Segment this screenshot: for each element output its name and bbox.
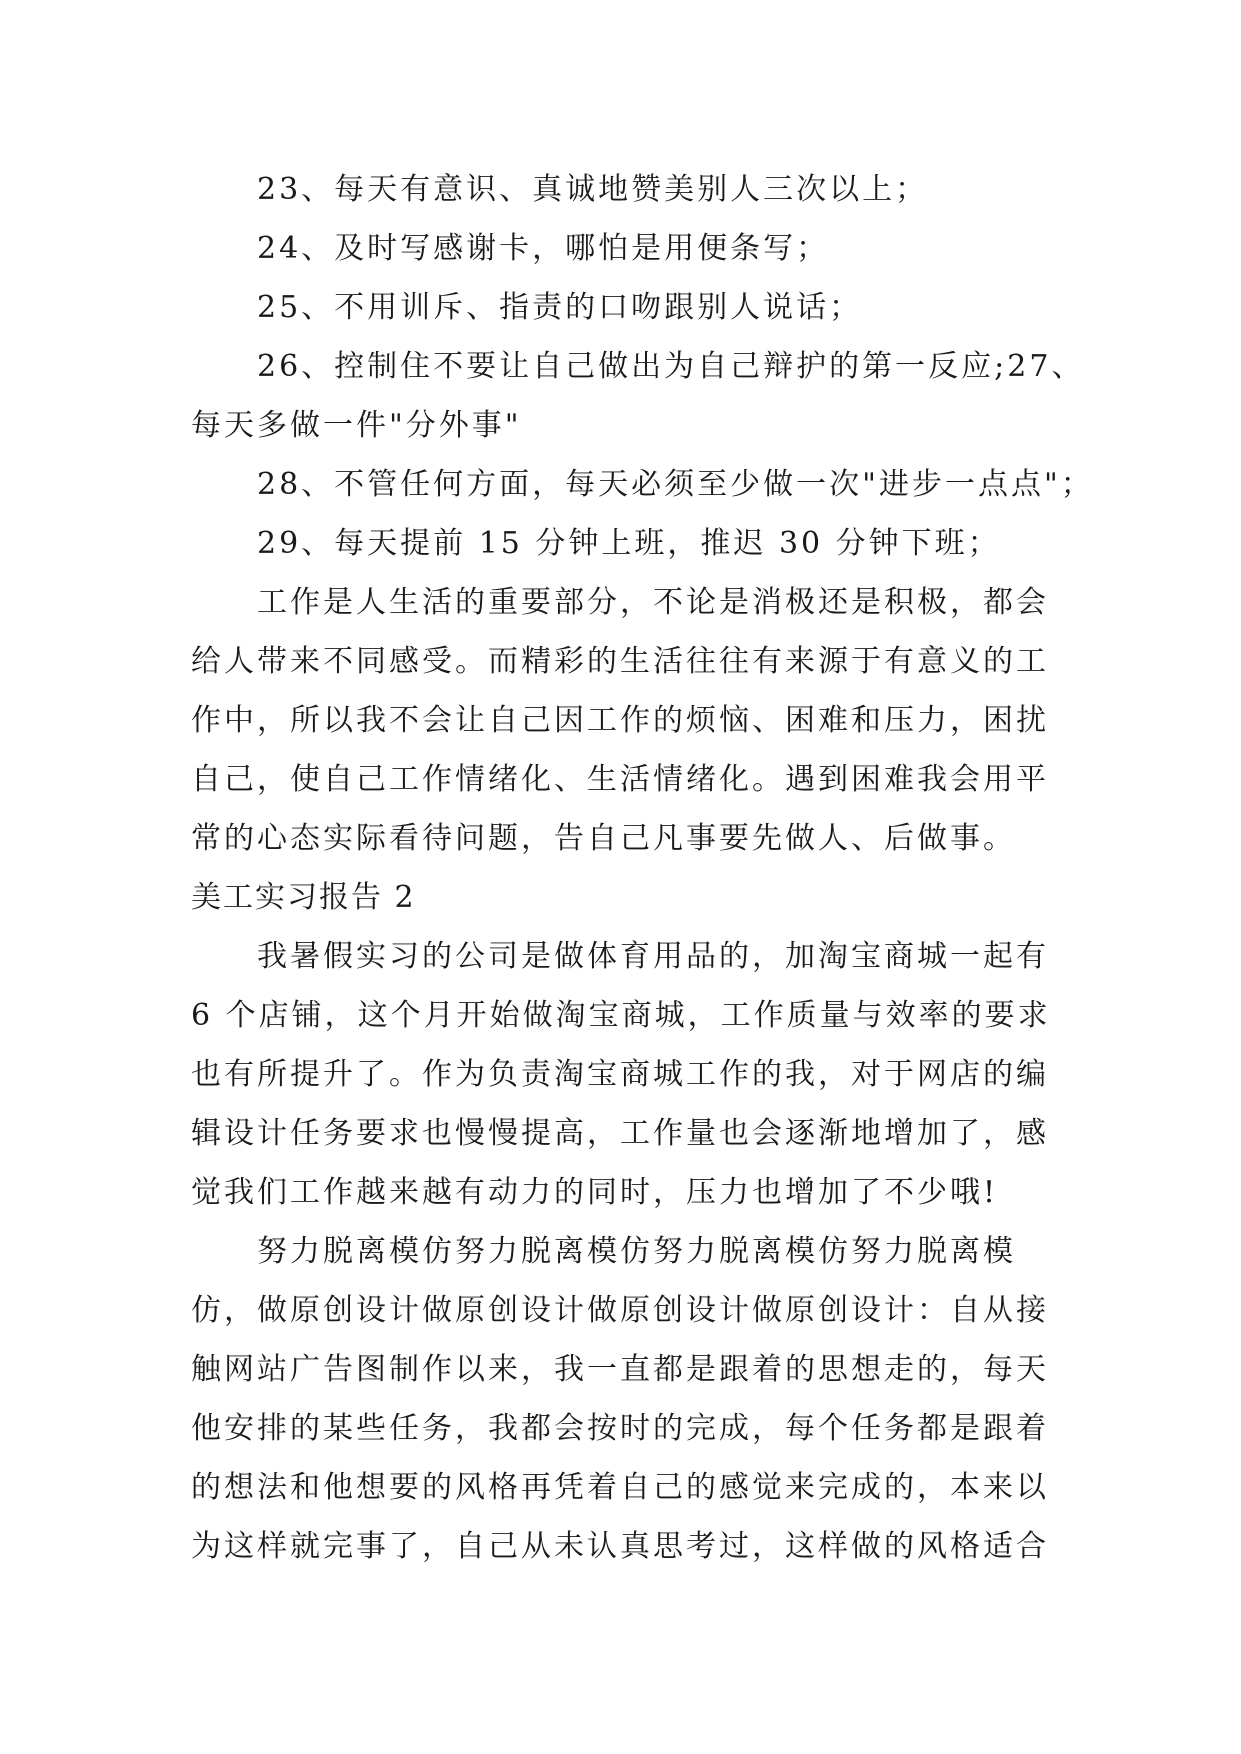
paragraph-work-line: 给人带来不同感受。而精彩的生活往往有来源于有意义的工 — [191, 644, 1049, 679]
paragraph-work-line: 作中，所以我不会让自己因工作的烦恼、困难和压力，困扰 — [191, 703, 1049, 738]
paragraph-design-line: 他安排的某些任务，我都会按时的完成，每个任务都是跟着 — [191, 1411, 1049, 1446]
list-item-28: 28、不管任何方面，每天必须至少做一次"进步一点点"； — [257, 467, 1094, 502]
list-item-26-line1: 26、控制住不要让自己做出为自己辩护的第一反应;27、 — [257, 349, 1085, 384]
list-item-29: 29、每天提前 15 分钟上班，推迟 30 分钟下班； — [257, 526, 1001, 561]
paragraph-work-line: 自己，使自己工作情绪化、生活情绪化。遇到困难我会用平 — [191, 762, 1049, 797]
paragraph-design-line: 为这样就完事了，自己从未认真思考过，这样做的风格适合 — [191, 1529, 1049, 1564]
paragraph-intern-line: 觉我们工作越来越有动力的同时，压力也增加了不少哦! — [191, 1175, 999, 1210]
document-body — [191, 160, 1094, 1576]
paragraph-design-line: 的想法和他想要的风格再凭着自己的感觉来完成的，本来以 — [191, 1470, 1049, 1505]
section-heading: 美工实习报告 2 — [191, 880, 416, 915]
paragraph-intern-line: 我暑假实习的公司是做体育用品的，加淘宝商城一起有 — [257, 939, 1049, 974]
list-item-24: 24、及时写感谢卡，哪怕是用便条写； — [257, 231, 830, 266]
paragraph-work-line: 常的心态实际看待问题，告自己凡事要先做人、后做事。 — [191, 821, 1016, 856]
paragraph-intern-line: 辑设计任务要求也慢慢提高，工作量也会逐渐地增加了，感 — [191, 1116, 1049, 1151]
list-item-26-line2: 每天多做一件"分外事" — [191, 408, 522, 443]
paragraph-design-line: 仿，做原创设计做原创设计做原创设计做原创设计：自从接 — [191, 1293, 1049, 1328]
list-item-23: 23、每天有意识、真诚地赞美别人三次以上； — [257, 172, 929, 207]
paragraph-design-line: 触网站广告图制作以来，我一直都是跟着的思想走的，每天 — [191, 1352, 1049, 1387]
list-item-25: 25、不用训斥、指责的口吻跟别人说话； — [257, 290, 863, 325]
paragraph-design-line: 努力脱离模仿努力脱离模仿努力脱离模仿努力脱离模 — [257, 1234, 1016, 1269]
paragraph-intern-line: 6 个店铺，这个月开始做淘宝商城，工作质量与效率的要求 — [191, 998, 1051, 1033]
paragraph-intern-line: 也有所提升了。作为负责淘宝商城工作的我，对于网店的编 — [191, 1057, 1049, 1092]
paragraph-work-line: 工作是人生活的重要部分，不论是消极还是积极，都会 — [257, 585, 1049, 620]
